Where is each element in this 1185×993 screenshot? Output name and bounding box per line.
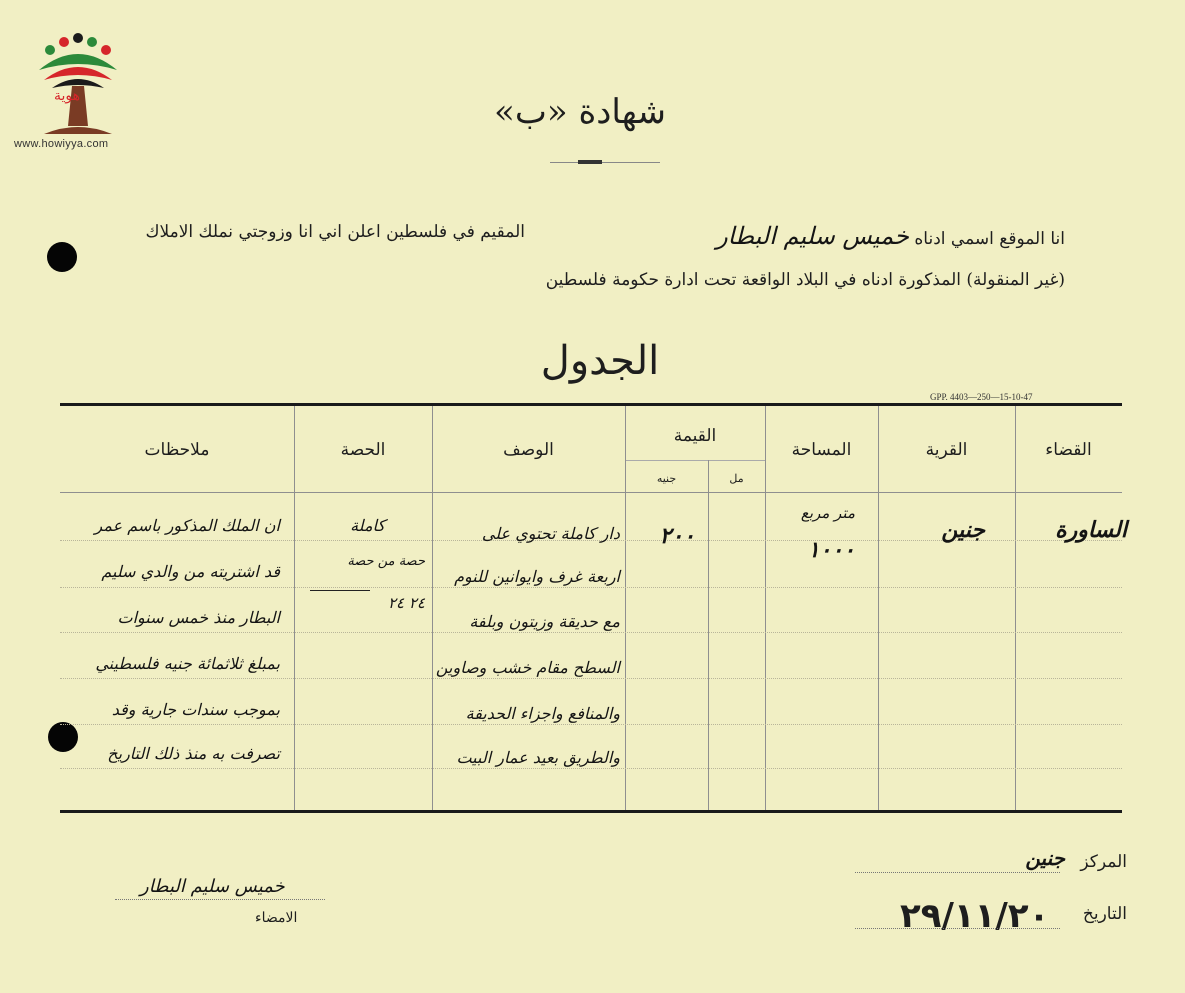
cell-district: الساورة (1055, 518, 1127, 543)
title-divider-accent (578, 160, 602, 164)
page-title: شهادة «ب» (494, 92, 666, 132)
declaration-line2: (غير المنقولة) المذكورة ادناه في البلاد الواقعة تحت ادارة حكومة فلسطين (545, 270, 1065, 290)
header-value-pounds: جنيه (656, 472, 677, 485)
logo-url: www.howiyya.com (14, 138, 109, 150)
cell-value-pounds: ٢٠٠ (659, 524, 695, 549)
signature-label: الامضاء (255, 910, 298, 926)
cell-description-line: والمنافع واجزاء الحديقة (465, 704, 620, 723)
column-divider (625, 406, 626, 810)
logo-brand: هوية (54, 88, 81, 104)
table-top-border (60, 403, 1122, 406)
column-divider (432, 406, 433, 810)
share-fraction-bar (310, 590, 370, 591)
cell-description-line: اربعة غرف وايوانين للنوم (454, 567, 620, 586)
schedule-heading: الجدول (540, 338, 660, 384)
row-guide (60, 587, 1122, 588)
title-divider (550, 162, 660, 163)
row-guide (60, 678, 1122, 679)
header-area: المساحة (791, 440, 852, 460)
date-label: التاريخ (1082, 904, 1127, 924)
cell-village: جنين (941, 518, 985, 543)
cell-area-value: ١٠٠٠ (807, 538, 855, 563)
cell-remarks-line: ان الملك المذكور باسم عمر (94, 516, 280, 535)
cell-description-line: السطح مقام خشب وصاوين (435, 658, 620, 677)
column-divider (765, 406, 766, 810)
header-remarks: ملاحظات (144, 440, 210, 460)
center-value-handwritten: جنين (1025, 846, 1065, 870)
cell-share-line: ٢٤ ٢٤ (387, 594, 425, 612)
cell-description-line: دار كاملة تحتوي على (481, 524, 620, 543)
cell-remarks-line: البطار منذ خمس سنوات (117, 608, 280, 627)
declaration-line1 (716, 222, 1065, 250)
signature-dotted-line (115, 899, 325, 900)
cell-area-unit: متر مربع (800, 504, 855, 522)
date-dotted-line (855, 928, 1060, 929)
center-dotted-line (855, 872, 1060, 873)
row-guide (60, 724, 1122, 725)
table-header-separator (60, 492, 1122, 493)
value-subheader-separator (625, 460, 765, 461)
header-description: الوصف (503, 440, 554, 460)
date-value-handwritten: ٢٩/١١/٢٠ (900, 896, 1050, 936)
cell-share-line: كاملة (350, 516, 385, 535)
punch-hole-top (47, 242, 77, 272)
column-divider (708, 460, 709, 810)
row-guide (60, 768, 1122, 769)
header-share: الحصة (340, 440, 386, 460)
row-guide (60, 632, 1122, 633)
declaration-line1-suffix: المقيم في فلسطين اعلن اني انا وزوجتي نملك الاملاك (145, 222, 525, 242)
punch-hole-bottom (48, 722, 78, 752)
cell-remarks-line: تصرفت به منذ ذلك التاريخ (107, 744, 280, 763)
cell-share-line: حصة من حصة (347, 554, 425, 569)
table-bottom-border (60, 810, 1122, 813)
column-divider (1015, 406, 1016, 810)
signer-name-handwritten: خميس سليم البطار (716, 222, 909, 250)
cell-remarks-line: قد اشتريته من والدي سليم (101, 562, 280, 581)
signature-handwritten: خميس سليم البطار (140, 876, 285, 897)
cell-remarks-line: بمبلغ ثلاثمائة جنيه فلسطيني (95, 654, 280, 673)
print-code: GPP. 4403—250—15-10-47 (930, 392, 1033, 402)
center-label: المركز (1080, 852, 1127, 872)
header-value-mils: مل (729, 472, 744, 485)
cell-description-line: والطريق بعيد عمار البيت (456, 748, 620, 767)
declaration-prefix: انا الموقع اسمي ادناه (914, 229, 1065, 249)
column-divider (878, 406, 879, 810)
column-divider (294, 406, 295, 810)
cell-remarks-line: بموجب سندات جارية وقد (111, 700, 280, 719)
cell-description-line: مع حديقة وزيتون وبلفة (469, 612, 620, 631)
header-value: القيمة (673, 426, 717, 446)
header-village: القرية (925, 440, 968, 460)
header-district: القضاء (1045, 440, 1092, 460)
